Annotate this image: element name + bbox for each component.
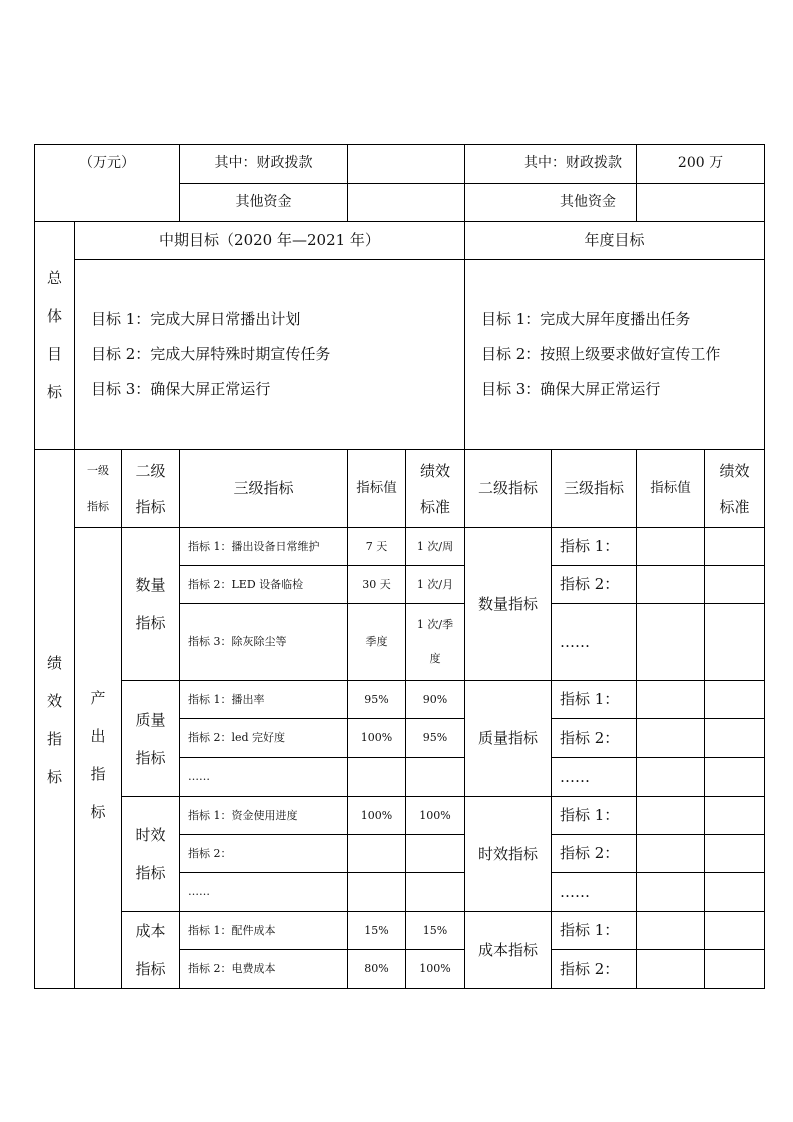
right-group-timeliness-name: 时效指标 [477,844,538,863]
quantity-row-1-value: 7 天 [365,539,388,553]
timeliness-row-3-indicator: …… [188,885,210,899]
right-cost-item-1: 指标 1： [560,921,620,940]
right-quantity-item-2: 指标 2： [560,575,620,594]
right-quantity-item-3: …… [560,632,590,651]
right-timeliness-item-2: 指标 2： [560,844,620,863]
timeliness-row-3-standard [406,873,464,911]
timeliness-row-2-value [348,835,405,872]
quantity-row-3-value: 季度 [365,635,388,649]
left-fiscal-label: 其中：财政拨款 [214,155,313,172]
right-group-quality-name: 质量指标 [477,729,538,748]
quality-row-1-indicator: 指标 1：播出率 [188,692,265,706]
right-timeliness-item-3: …… [560,882,590,901]
right-quality-item-3: …… [560,767,590,786]
header-standard: 绩效 标准 [419,461,450,516]
right-quality-item-2: 指标 2： [560,728,620,747]
overall-goals-side-label: 总 体 目 标 [46,269,62,401]
mid-term-goal-2: 目标 2：完成大屏特殊时期宣传任务 [91,345,331,364]
annual-goals-header: 年度目标 [584,231,645,250]
header-right-level3: 三级指标 [563,479,624,498]
cost-row-2-value: 80% [364,962,389,976]
quality-row-2-indicator: 指标 2：led 完好度 [188,731,286,745]
cost-row-1-indicator: 指标 1：配件成本 [188,923,276,937]
cost-row-2-indicator: 指标 2：电费成本 [188,962,276,976]
quality-row-2-value: 100% [360,731,393,745]
quantity-row-2-indicator: 指标 2：LED 设备临检 [188,577,304,591]
left-other-funds-label: 其他资金 [235,193,292,210]
cost-row-2-standard: 100% [419,962,451,976]
header-right-standard: 绩效 标准 [719,461,750,516]
right-fiscal-value: 200 万 [677,155,724,172]
cost-row-1-value: 15% [364,923,389,937]
quality-row-3-value [348,758,405,796]
annual-goal-3: 目标 3：确保大屏正常运行 [481,379,661,398]
mid-term-goal-3: 目标 3：确保大屏正常运行 [91,379,271,398]
quality-row-1-value: 95% [364,692,389,706]
mid-term-goal-1: 目标 1：完成大屏日常播出计划 [91,310,301,329]
right-fiscal-label: 其中：财政拨款 [524,155,622,172]
timeliness-row-1-value: 100% [360,808,393,822]
left-fiscal-value [348,145,464,183]
quantity-row-3-standard: 1 次/季度 [416,618,454,665]
quantity-row-2-value: 30 天 [362,577,391,591]
quantity-row-2-standard: 1 次/月 [416,577,454,591]
header-right-level2: 二级指标 [477,479,538,498]
right-quality-item-1: 指标 1： [560,690,620,709]
cost-row-1-standard: 15% [422,923,448,937]
right-quantity-item-1: 指标 1： [560,537,620,556]
header-level3: 三级指标 [233,479,294,498]
header-level1: 一级 指标 [87,463,109,513]
group-cost-name: 成本 指标 [135,922,166,978]
header-level2: 二级 指标 [135,461,166,516]
right-other-funds-value [637,184,764,221]
mid-term-goals-header: 中期目标（2020 年—2021 年） [159,231,380,250]
performance-side-label: 绩 效 指 标 [46,654,62,786]
timeliness-row-1-indicator: 指标 1：资金使用进度 [188,808,298,822]
group-quantity-name: 数量 指标 [135,576,166,632]
header-right-value: 指标值 [650,480,691,497]
group-quality-name: 质量 指标 [135,710,166,767]
quality-row-1-standard: 90% [422,692,448,706]
quantity-row-1-indicator: 指标 1：播出设备日常维护 [188,539,320,553]
output-indicator-label: 产 出 指 标 [90,689,106,821]
quantity-row-1-standard: 1 次/周 [416,539,454,553]
annual-goals-list [465,260,764,449]
funds-unit-label: （万元） [79,155,135,172]
annual-goal-1: 目标 1：完成大屏年度播出任务 [481,310,691,329]
annual-goal-2: 目标 2：按照上级要求做好宣传工作 [481,345,721,364]
timeliness-row-3-value [348,873,405,911]
right-group-quantity-name: 数量指标 [477,594,538,613]
quality-row-3-standard [406,758,464,796]
timeliness-row-2-standard [406,835,464,872]
right-group-cost-name: 成本指标 [477,940,538,959]
header-value: 指标值 [356,480,397,497]
timeliness-row-2-indicator: 指标 2： [188,846,232,860]
right-timeliness-item-1: 指标 1： [560,806,620,825]
right-other-funds-label: 其他资金 [560,193,616,210]
mid-term-goals-list [75,260,464,449]
quantity-row-3-indicator: 指标 3：除灰除尘等 [188,635,287,649]
right-cost-item-2: 指标 2： [560,959,620,978]
quality-row-3-indicator: …… [188,770,210,784]
group-timeliness-name: 时效 指标 [135,826,166,882]
timeliness-row-1-standard: 100% [419,808,451,822]
quality-row-2-standard: 95% [422,731,448,745]
